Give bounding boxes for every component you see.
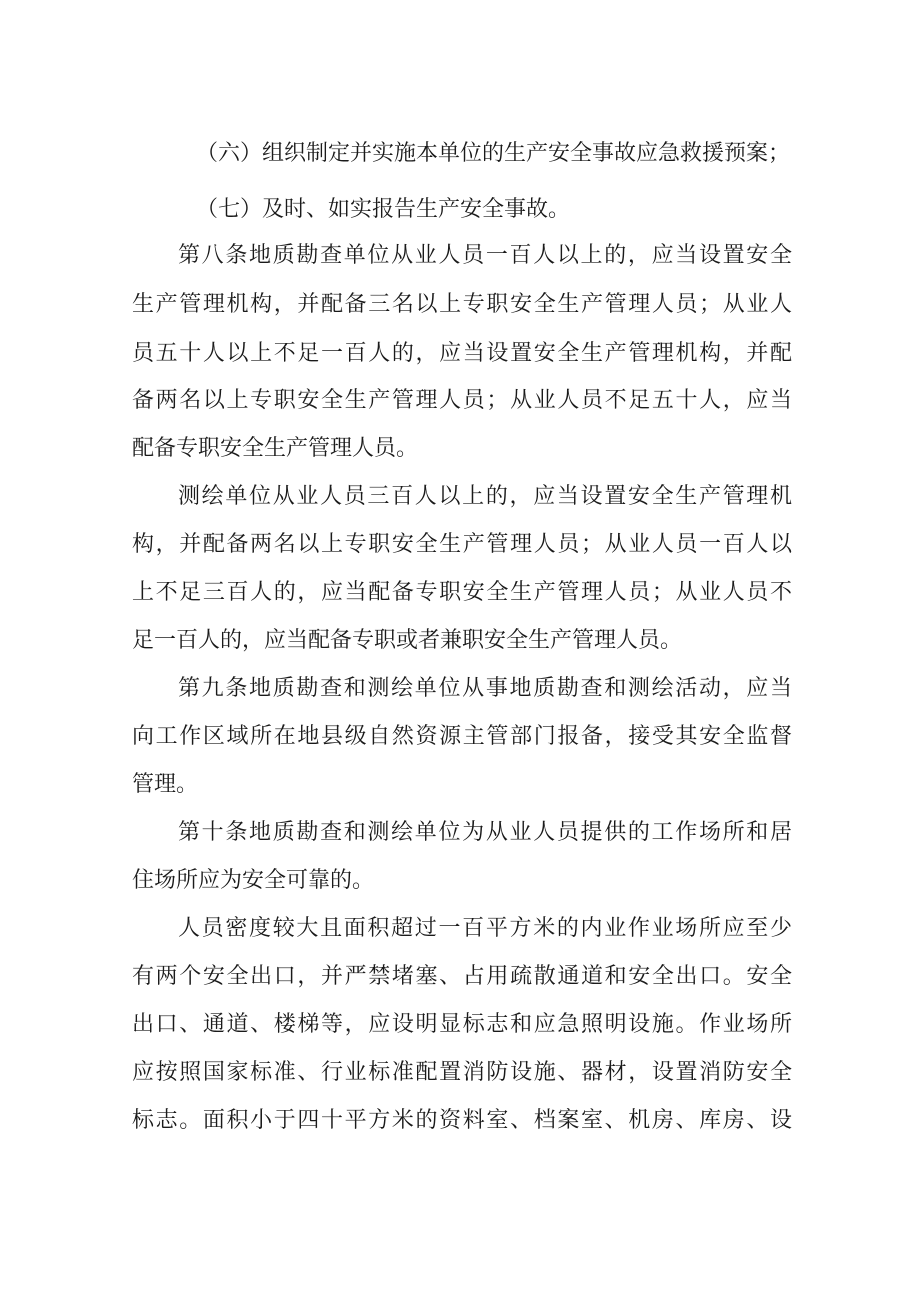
article-8-line-5: 配备专职安全生产管理人员。 (132, 436, 419, 461)
surveying-units-line-1: 测绘单位从业人员三百人以上的，应当设置安全生产管理机 (178, 484, 792, 509)
article-9-line-2: 向工作区域所在地县级自然资源主管部门报备，接受其安全监督 (132, 724, 792, 749)
personnel-density-line-3: 出口、通道、楼梯等，应设明显标志和应急照明设施。作业场所 (132, 1012, 792, 1037)
article-8-line-2: 生产管理机构，并配备三名以上专职安全生产管理人员；从业人 (132, 292, 792, 317)
article-8-line-4: 备两名以上专职安全生产管理人员；从业人员不足五十人，应当 (132, 388, 792, 413)
article-8-line-3: 员五十人以上不足一百人的，应当设置安全生产管理机构，并配 (132, 341, 792, 366)
article-8-line-1: 第八条地质勘查单位从业人员一百人以上的，应当设置安全 (178, 243, 792, 268)
surveying-units-line-3: 上不足三百人的，应当配备专职安全生产管理人员；从业人员不 (132, 580, 792, 605)
article-10-line-2: 住场所应为安全可靠的。 (132, 868, 375, 893)
article-10-line-1: 第十条地质勘查和测绘单位为从业人员提供的工作场所和居 (178, 820, 792, 845)
personnel-density-line-1: 人员密度较大且面积超过一百平方米的内业作业场所应至少 (178, 916, 792, 941)
list-item-6: （六）组织制定并实施本单位的生产安全事故应急救援预案； (196, 141, 791, 166)
article-9-line-3: 管理。 (132, 772, 199, 797)
surveying-units-line-2: 构，并配备两名以上专职安全生产管理人员；从业人员一百人以 (132, 532, 792, 557)
list-item-7: （七）及时、如实报告生产安全事故。 (196, 197, 571, 222)
personnel-density-line-4: 应按照国家标准、行业标准配置消防设施、器材，设置消防安全 (132, 1060, 792, 1085)
article-9-line-1: 第九条地质勘查和测绘单位从事地质勘查和测绘活动，应当 (178, 676, 792, 701)
personnel-density-line-2: 有两个安全出口，并严禁堵塞、占用疏散通道和安全出口。安全 (132, 964, 792, 989)
personnel-density-line-5: 标志。面积小于四十平方米的资料室、档案室、机房、库房、设 (132, 1108, 792, 1133)
surveying-units-line-4: 足一百人的，应当配备专职或者兼职安全生产管理人员。 (132, 628, 683, 653)
